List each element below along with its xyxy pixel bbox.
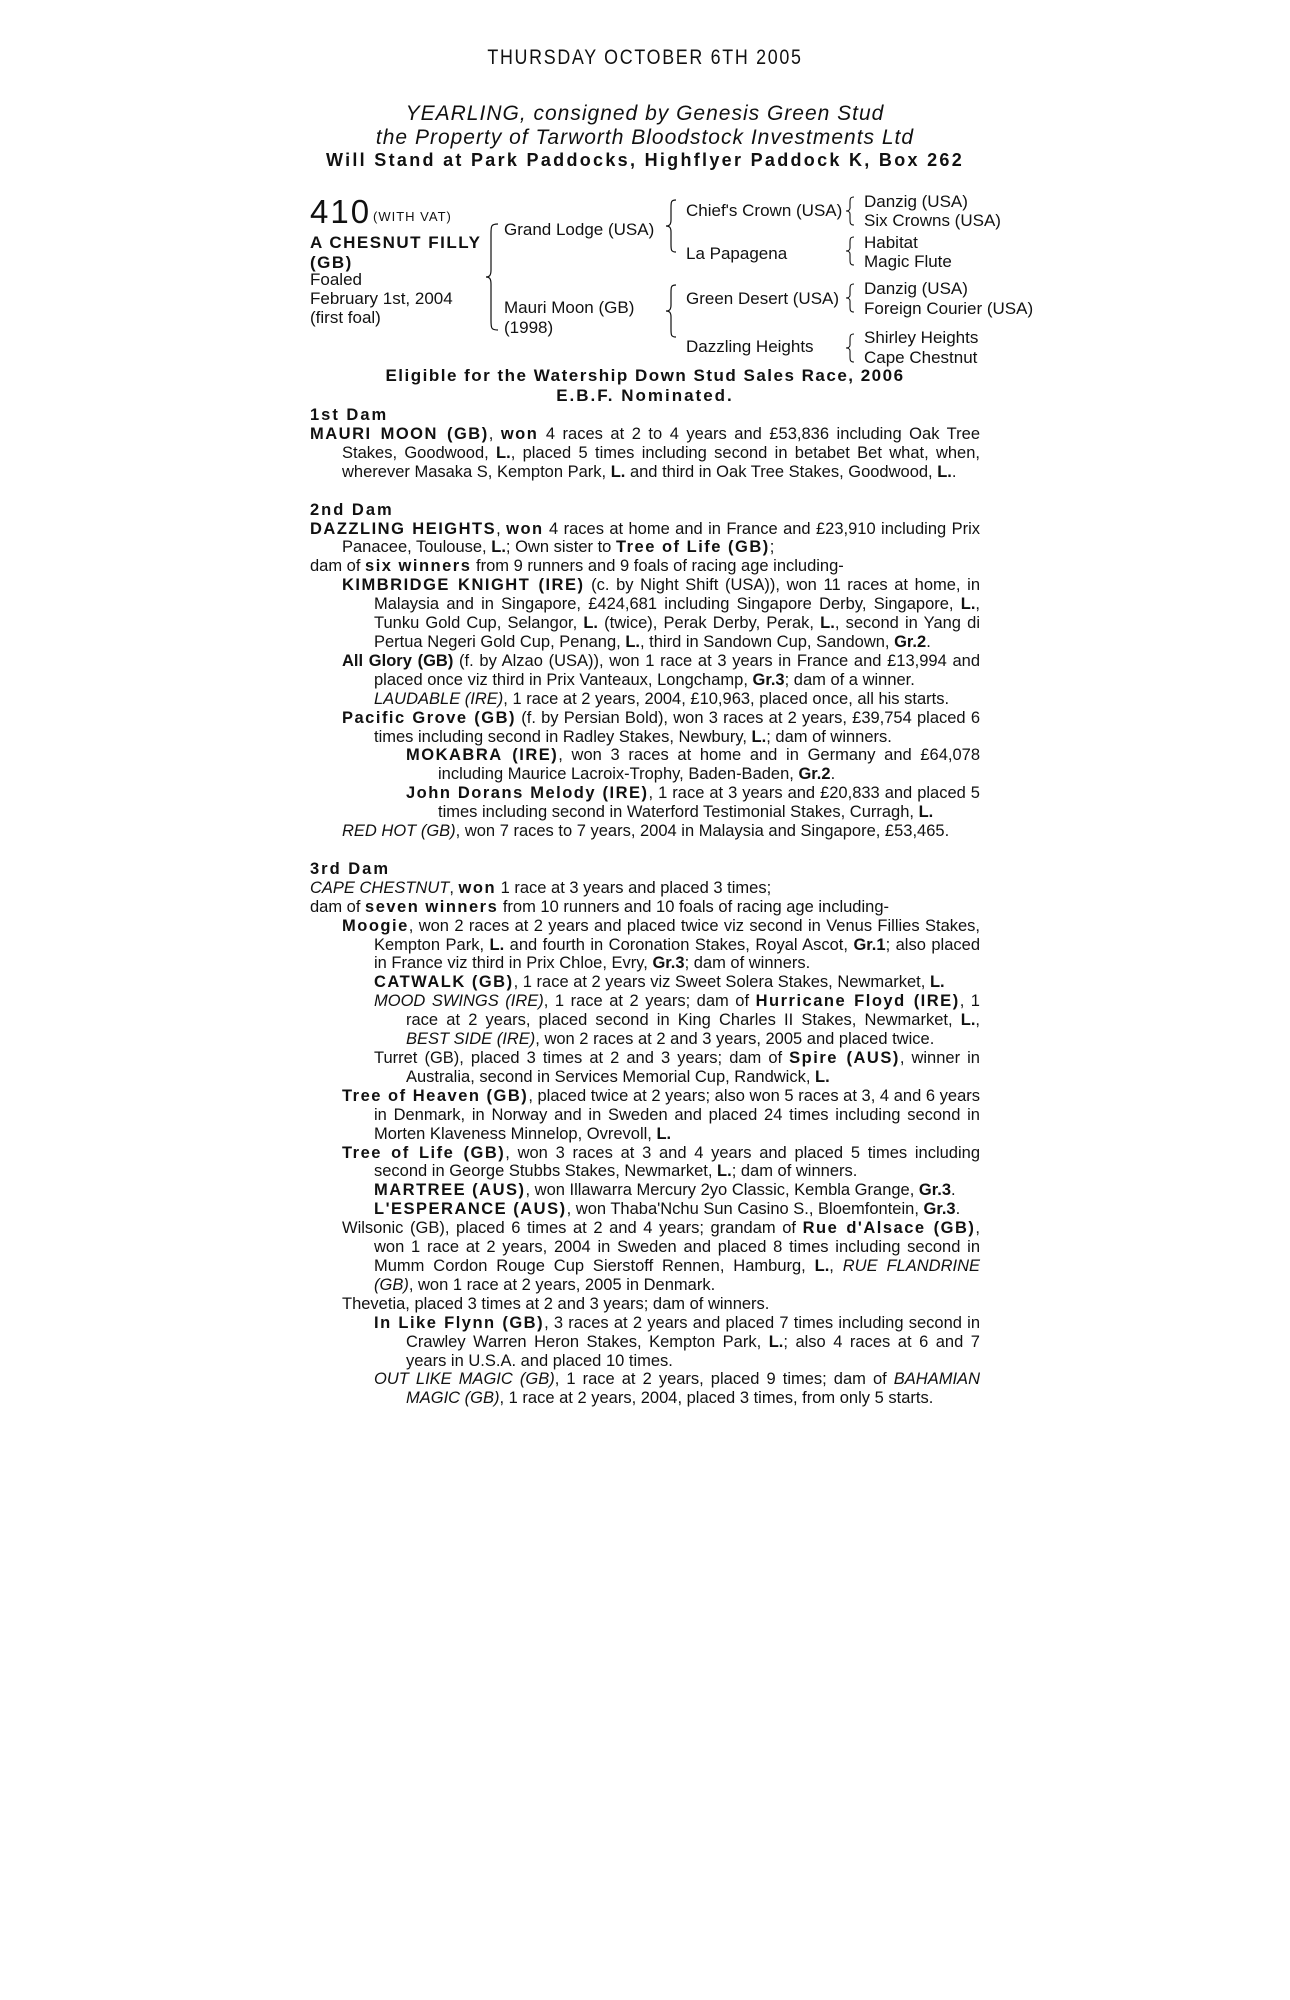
- first-dam-heading: 1st Dam: [310, 406, 389, 424]
- pedigree-g8: Cape Chestnut: [864, 348, 978, 367]
- produce-moogie: Moogie, won 2 races at 2 years and placed twice viz second in Venus Fillies Stakes, Kempton Park, L. and fourth in Coronation Stakes, Royal Ascot, Gr.1; also placed in France viz third in Prix Chloe, Evry, Gr.3; dam of winners.: [342, 916, 980, 973]
- consignor-line: YEARLING, consigned by Genesis Green Stud: [405, 102, 885, 125]
- pedigree-brace-g4: [845, 333, 855, 363]
- pedigree-g6: Foreign Courier (USA): [864, 299, 1034, 318]
- produce-mood-swings: MOOD SWINGS (IRE), 1 race at 2 years; dam of Hurricane Floyd (IRE), 1 race at 2 years, placed second in King Charles II Stakes, Newmarket, L., BEST SIDE (IRE), won 2 races at 2 and 3 years, 2005 and placed twice.: [374, 992, 980, 1049]
- produce-tree-of-life: Tree of Life (GB), won 3 races at 3 and 4 years and placed 5 times including second in George Stubbs Stakes, Newmarket, L.; dam of winners.: [342, 1143, 981, 1181]
- produce-all-glory: All Glory (GB) (f. by Alzao (USA)), won 1 race at 3 years in France and £13,994 and placed once viz third in Prix Vanteaux, Longchamp, Gr.3; dam of a winner.: [342, 651, 981, 689]
- foaled-label: Foaled: [310, 270, 362, 289]
- foaled-date: February 1st, 2004: [310, 289, 453, 308]
- produce-red-hot: RED HOT (GB), won 7 races to 7 years, 2004 in Malaysia and Singapore, £53,465.: [342, 822, 950, 841]
- pedigree-sire-sire: Chief's Crown (USA): [686, 201, 843, 220]
- pedigree-brace-g3: [845, 283, 855, 313]
- pedigree-g5: Danzig (USA): [864, 279, 968, 298]
- pedigree-g3: Habitat: [864, 233, 918, 252]
- produce-thevetia: Thevetia, placed 3 times at 2 and 3 years; dam of winners.: [342, 1294, 770, 1313]
- pedigree-g1: Danzig (USA): [864, 192, 968, 211]
- pedigree-brace-sire: [666, 198, 678, 254]
- produce-in-like-flynn: In Like Flynn (GB), 3 races at 2 years and placed 7 times including second in Crawley Warren Heron Stakes, Kempton Park, L.; also 4 races at 6 and 7 years in U.S.A. and placed 10 times.: [374, 1313, 980, 1370]
- second-dam-text: DAZZLING HEIGHTS, won 4 races at home and in France and £23,910 including Prix Panacee, Toulouse, L.; Own sister to Tree of Life (GB);: [310, 519, 980, 557]
- lot-number: 410: [310, 193, 372, 230]
- third-dam-summary: dam of seven winners from 10 runners and 10 foals of racing age including-: [310, 897, 889, 916]
- pedigree-g7: Shirley Heights: [864, 328, 979, 347]
- produce-martree: MARTREE (AUS), won Illawarra Mercury 2yo Classic, Kembla Grange, Gr.3.: [374, 1181, 956, 1200]
- pedigree-dam: Mauri Moon (GB): [504, 298, 635, 317]
- foal-note: (first foal): [310, 308, 381, 327]
- pedigree-brace-dam: [666, 283, 678, 339]
- pedigree-dam-year: (1998): [504, 318, 554, 337]
- second-dam-heading: 2nd Dam: [310, 500, 394, 519]
- pedigree-brace-g2: [845, 236, 855, 266]
- sale-date: THURSDAY OCTOBER 6TH 2005: [487, 46, 803, 69]
- produce-turret: Turret (GB), placed 3 times at 2 and 3 years; dam of Spire (AUS), winner in Australia, second in Services Memorial Cup, Randwick, L.: [374, 1049, 980, 1086]
- produce-pacific-grove: Pacific Grove (GB) (f. by Persian Bold), won 3 races at 2 years, £39,754 placed 6 times including second in Radley Stakes, Newbury, L.; dam of winners.: [342, 708, 980, 746]
- first-dam-text: MAURI MOON (GB), won 4 races at 2 to 4 years and £53,836 including Oak Tree Stakes, Goodwood, L., placed 5 times including second in betabet Bet what, when, wherever Masaka S, Kempton Park, L. and third in Oak Tree Stakes, Goodwood, L..: [310, 424, 980, 481]
- pedigree-g2: Six Crowns (USA): [864, 211, 1001, 230]
- third-dam-text: CAPE CHESTNUT, won 1 race at 3 years and placed 3 times;: [310, 878, 772, 897]
- produce-tree-of-heaven: Tree of Heaven (GB), placed twice at 2 years; also won 5 races at 3, 4 and 6 years in Denmark, in Norway and in Sweden and placed 24 times including second in Morten Klaveness Minnelop, Ovrevoll, L.: [342, 1086, 980, 1143]
- produce-laudable: LAUDABLE (IRE), 1 race at 2 years, 2004, £10,963, placed once, all his starts.: [374, 689, 950, 708]
- lot-foaled: [310, 270, 485, 327]
- pedigree-sire: Grand Lodge (USA): [504, 220, 655, 239]
- produce-mokabra: MOKABRA (IRE), won 3 races at home and in Germany and £64,078 including Maurice Lacroix-Trophy, Baden-Baden, Gr.2.: [406, 746, 981, 784]
- ebf-line: E.B.F. Nominated.: [556, 386, 734, 405]
- produce-catwalk: CATWALK (GB), 1 race at 2 years viz Sweet Solera Stakes, Newmarket, L.: [374, 973, 945, 992]
- pedigree-brace-main: [486, 222, 500, 332]
- pedigree-g4: Magic Flute: [864, 252, 952, 271]
- property-line: the Property of Tarworth Bloodstock Investments Ltd: [375, 126, 915, 149]
- lot-name: A CHESNUT FILLY (GB): [310, 233, 482, 272]
- produce-kimbridge-knight: KIMBRIDGE KNIGHT (IRE) (c. by Night Shift (USA)), won 11 races at home, in Malaysia and in Singapore, £424,681 including Singapore Derby, Singapore, L., Tunku Gold Cup, Selangor, L. (twice), Perak Derby, Perak, L., second in Yang di Pertua Negeri Gold Cup, Penang, L., third in Sandown Cup, Sandown, Gr.2.: [342, 576, 981, 651]
- pedigree-brace-g1: [845, 196, 855, 226]
- produce-lesperance: L'ESPERANCE (AUS), won Thaba'Nchu Sun Casino S., Bloemfontein, Gr.3.: [374, 1200, 961, 1219]
- produce-wilsonic: Wilsonic (GB), placed 6 times at 2 and 4 years; grandam of Rue d'Alsace (GB), won 1 race at 2 years, 2004 in Sweden and placed 8 times including second in Mumm Cordon Rouge Cup Sierstoff Rennen, Hamburg, L., RUE FLANDRINE (GB), won 1 race at 2 years, 2005 in Denmark.: [342, 1219, 980, 1294]
- eligibility-line: Eligible for the Watership Down Stud Sales Race, 2006: [385, 366, 905, 385]
- lot-vat: (WITH VAT): [373, 209, 452, 224]
- pedigree-dam-sire: Green Desert (USA): [686, 289, 840, 308]
- pedigree-sire-dam: La Papagena: [686, 244, 788, 263]
- stand-location: Will Stand at Park Paddocks, Highflyer Paddock K, Box 262: [325, 150, 965, 170]
- second-dam-summary: dam of six winners from 9 runners and 9 foals of racing age including-: [310, 557, 844, 576]
- pedigree-dam-dam: Dazzling Heights: [686, 337, 814, 356]
- produce-record: [310, 406, 980, 1408]
- produce-john-dorans-melody: John Dorans Melody (IRE), 1 race at 3 years and £20,833 and placed 5 times including second in Waterford Testimonial Stakes, Curragh, L.: [406, 784, 980, 822]
- third-dam-heading: 3rd Dam: [310, 859, 391, 878]
- produce-out-like-magic: OUT LIKE MAGIC (GB), 1 race at 2 years, placed 9 times; dam of BAHAMIAN MAGIC (GB), 1 race at 2 years, 2004, placed 3 times, from only 5 starts.: [374, 1370, 980, 1408]
